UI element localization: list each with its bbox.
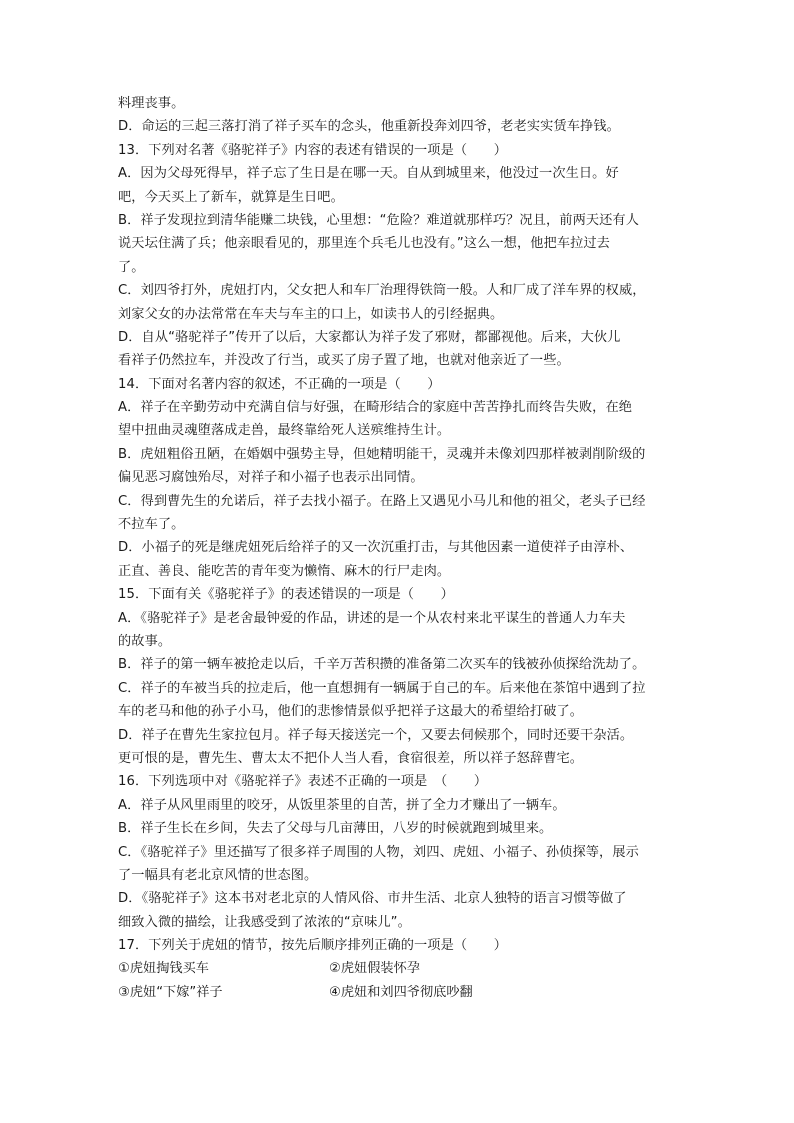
option-item: ④虎妞和刘四爷彻底吵翻 (329, 984, 473, 1000)
text-line: 正直、善良、能吃苦的青年变为懒惰、麻木的行尸走肉。 (118, 563, 451, 579)
text-line: A．因为父母死得早，祥子忘了生日是在哪一天。自从到城里来，他没过一次生日。好 (118, 166, 619, 182)
option-grid (118, 957, 678, 1004)
option-item: ③虎妞“下嫁”祥子 (118, 984, 223, 1000)
text-line: 说天坛住满了兵；他亲眼看见的，那里连个兵毛儿也没有。”这么一想，他把车拉过去 (118, 236, 610, 252)
option-item: ①虎妞掏钱买车 (118, 961, 209, 977)
text-line: 细致入微的描绘，让我感受到了浓浓的“京味儿”。 (118, 914, 411, 930)
text-line: D．自从“骆驼祥子”传开了以后，大家都认为祥子发了邪财，都鄙视他。后来，大伙儿 (118, 329, 621, 345)
question-stem: 13．下列对名著《骆驼祥子》内容的表述有错误的一项是（ ） (118, 142, 508, 158)
question-stem: 14．下面对名著内容的叙述，不正确的一项是（ ） (118, 376, 441, 392)
text-line: C．《骆驼祥子》里还描写了很多祥子周围的人物，刘四、虎妞、小福子、孙侦探等，展示 (118, 844, 639, 860)
document-page (118, 92, 678, 1004)
text-line: 吧，今天买上了新车，就算是生日吧。 (118, 189, 344, 205)
text-line: 了。 (118, 259, 145, 275)
option-item: ②虎妞假装怀孕 (329, 961, 420, 977)
text-line: D．祥子在曹先生家拉包月。祥子每天接送完一个，又要去伺候那个，同时还要干杂活。 (118, 727, 634, 743)
text-line: 望中扭曲灵魂堕落成走兽，最终靠给死人送殡维持生计。 (118, 423, 451, 439)
text-line: C．祥子的车被当兵的拉走后，他一直想拥有一辆属于自己的车。后来他在茶馆中遇到了拉 (118, 680, 646, 696)
option-row (118, 981, 678, 1004)
text-line: 更可恨的是，曹先生、曹太太不把仆人当人看，食宿很差，所以祥子怒辞曹宅。 (118, 750, 584, 766)
question-stem: 16．下列选项中对《骆驼祥子》表述不正确的一项是 （ ） (118, 774, 488, 790)
text-line: A．祥子在辛勤劳动中充满自信与好强，在畸形结合的家庭中苦苦挣扎而终告失败，在绝 (118, 400, 633, 416)
text-line: C．得到曹先生的允诺后，祥子去找小福子。在路上又遇见小马儿和他的祖父，老头子已经 (118, 493, 646, 509)
text-line: C．刘四爷打外，虎妞打内，父女把人和车厂治理得铁筒一般。人和厂成了洋车界的权威， (118, 283, 646, 299)
text-line: D．小福子的死是继虎妞死后给祥子的又一次沉重打击，与其他因素一道使祥子由淳朴、 (118, 540, 634, 556)
text-line: 刘家父女的办法常常在车夫与车主的口上，如读书人的引经据典。 (118, 306, 504, 322)
option-row (118, 957, 678, 980)
text-line: B．祥子的第一辆车被抢走以后，千辛万苦积攒的准备第二次买车的钱被孙侦探给洗劫了。 (118, 657, 646, 673)
text-line: A．《骆驼祥子》是老舍最钟爱的作品，讲述的是一个从农村来北平谋生的普通人力车夫 (118, 610, 626, 626)
text-line: B．祥子生长在乡间，失去了父母与几亩薄田，八岁的时候就跑到城里来。 (118, 821, 553, 837)
text-line: 看祥子仍然拉车，并没改了行当，或买了房子置了地，也就对他亲近了一些。 (118, 353, 570, 369)
text-line: 不拉车了。 (118, 517, 185, 533)
text-line: D．《骆驼祥子》这本书对老北京的人情风俗、市井生活、北京人独特的语言习惯等做了 (118, 891, 627, 907)
text-line: 的故事。 (118, 633, 172, 649)
question-stem: 15．下面有关《骆驼祥子》的表述错误的一项是（ ） (118, 587, 454, 603)
text-line: D．命运的三起三落打消了祥子买车的念头，他重新投奔刘四爷，老老实实赁车挣钱。 (118, 119, 620, 135)
question-stem: 17．下列关于虎妞的情节，按先后顺序排列正确的一项是（ ） (118, 938, 508, 954)
text-line: 料理丧事。 (118, 96, 185, 111)
text-line: 了一幅具有老北京风情的世态图。 (118, 867, 318, 883)
text-line: 偏见恶习腐蚀殆尽，对祥子和小福子也表示出同情。 (118, 470, 424, 486)
text-line: A．祥子从风里雨里的咬牙，从饭里茶里的自苦，拼了全力才赚出了一辆车。 (118, 797, 566, 813)
text-line: 车的老马和他的孙子小马，他们的悲惨情景似乎把祥子这最大的希望给打破了。 (118, 704, 584, 720)
text-line: B．虎妞粗俗丑陋，在婚姻中强势主导，但她精明能干，灵魂并未像刘四那样被剥削阶级的 (118, 446, 646, 462)
text-line: B．祥子发现拉到清华能赚二块钱，心里想：“危险？难道就那样巧？况且，前两天还有人 (118, 212, 640, 228)
question-text (118, 92, 678, 957)
